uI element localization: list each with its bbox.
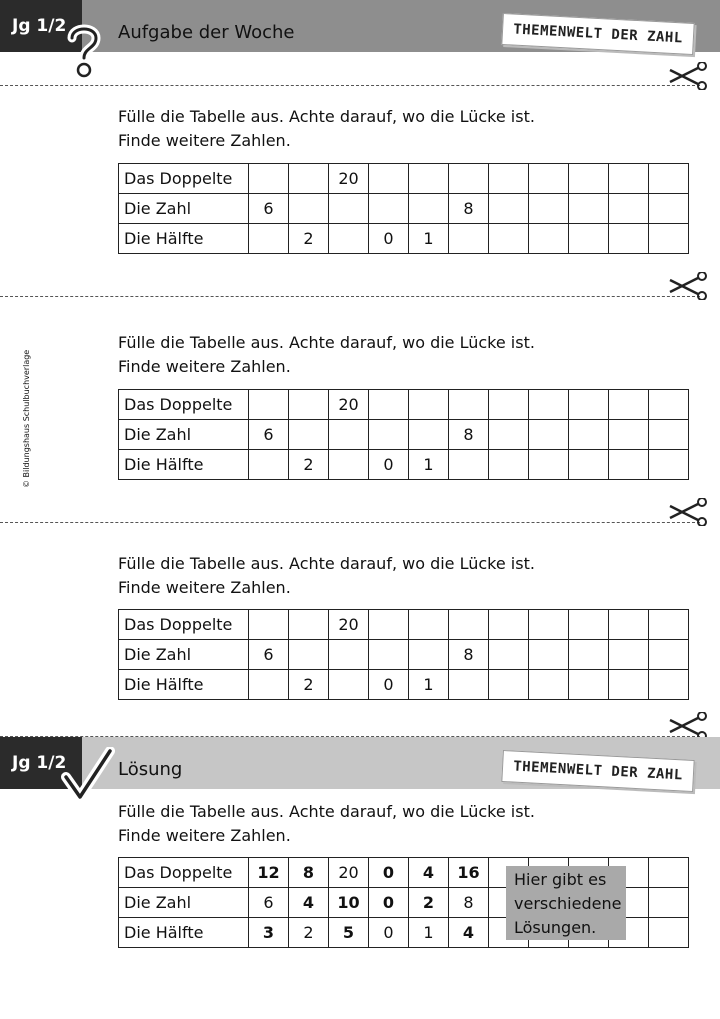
table-cell: [609, 640, 649, 670]
table-cell: [329, 670, 369, 700]
table-cell: [329, 420, 369, 450]
row-label: Die Hälfte: [119, 670, 249, 700]
scissors-icon: [668, 272, 710, 300]
row-label: Das Doppelte: [119, 610, 249, 640]
table-cell: [369, 164, 409, 194]
table-cell: [409, 640, 449, 670]
table-row: [119, 164, 689, 194]
row-label: Die Zahl: [119, 194, 249, 224]
table-cell: 8: [449, 640, 489, 670]
table-cell: [489, 194, 529, 224]
table-row: [119, 420, 689, 450]
table-cell: [649, 390, 689, 420]
table-cell: 0: [369, 450, 409, 480]
table-cell: [249, 164, 289, 194]
table-cell: 0: [369, 224, 409, 254]
instruction-line-1: Fülle die Tabelle aus. Achte darauf, wo die Lücke ist.: [118, 333, 535, 352]
note-line: Lösungen.: [514, 918, 597, 937]
table-cell: 20: [329, 858, 369, 888]
instruction-text: [118, 105, 535, 153]
row-label: Die Zahl: [119, 640, 249, 670]
instruction-text: [118, 552, 535, 600]
table-cell: 4: [289, 888, 329, 918]
row-label: Das Doppelte: [119, 164, 249, 194]
table-cell: [449, 670, 489, 700]
table-cell: [449, 450, 489, 480]
question-mark-icon: [64, 22, 104, 78]
instruction-text: [118, 331, 535, 379]
instruction-text: [118, 800, 535, 848]
instruction-line-1: Fülle die Tabelle aus. Achte darauf, wo die Lücke ist.: [118, 802, 535, 821]
note-line: Hier gibt es: [514, 870, 607, 889]
table-cell: 6: [249, 194, 289, 224]
page-title: Aufgabe der Woche: [118, 22, 295, 43]
solution-header-band: [0, 737, 720, 789]
note-line: verschiedene: [514, 894, 622, 913]
row-label: Das Doppelte: [119, 390, 249, 420]
worksheet-table: [118, 389, 689, 480]
table-cell: [409, 164, 449, 194]
table-cell: [369, 610, 409, 640]
table-cell: [569, 194, 609, 224]
table-cell: 1: [409, 224, 449, 254]
table-cell: [609, 670, 649, 700]
table-cell: [529, 450, 569, 480]
table-cell: 2: [289, 918, 329, 948]
scissors-icon: [668, 712, 710, 740]
table-cell: 0: [369, 888, 409, 918]
table-cell: [569, 640, 609, 670]
table-cell: 5: [329, 918, 369, 948]
table-cell: [289, 390, 329, 420]
table-cell: [609, 450, 649, 480]
worksheet-table: [118, 163, 689, 254]
table-cell: 1: [409, 670, 449, 700]
scissors-icon: [668, 62, 710, 90]
table-cell: [649, 918, 689, 948]
table-cell: [609, 224, 649, 254]
table-cell: [249, 610, 289, 640]
row-label: Die Zahl: [119, 420, 249, 450]
table-cell: [369, 640, 409, 670]
table-cell: [649, 450, 689, 480]
brand-badge: THEMENWELT DER ZAHL: [501, 750, 694, 792]
table-cell: [649, 670, 689, 700]
table-cell: [489, 224, 529, 254]
table-cell: [649, 640, 689, 670]
instruction-line-2: Finde weitere Zahlen.: [118, 578, 291, 597]
table-cell: [289, 610, 329, 640]
table-cell: 6: [249, 640, 289, 670]
instruction-line-1: Fülle die Tabelle aus. Achte darauf, wo die Lücke ist.: [118, 554, 535, 573]
table-cell: [369, 390, 409, 420]
table-cell: [569, 420, 609, 450]
table-cell: [529, 390, 569, 420]
table-cell: [609, 390, 649, 420]
table-cell: 3: [249, 918, 289, 948]
header-band: [0, 0, 720, 52]
table-cell: [289, 640, 329, 670]
table-cell: [649, 858, 689, 888]
solution-note: [506, 866, 626, 940]
row-label: Die Hälfte: [119, 224, 249, 254]
table-cell: 0: [369, 670, 409, 700]
row-label: Die Hälfte: [119, 450, 249, 480]
table-cell: [489, 670, 529, 700]
grade-label: Jg 1/2: [0, 0, 82, 52]
row-label: Die Hälfte: [119, 918, 249, 948]
table-cell: 1: [409, 450, 449, 480]
table-cell: 0: [369, 918, 409, 948]
table-cell: [489, 640, 529, 670]
table-cell: [569, 670, 609, 700]
checkmark-icon: [60, 747, 116, 805]
table-cell: [249, 670, 289, 700]
table-cell: [329, 224, 369, 254]
table-cell: [329, 194, 369, 224]
table-cell: 1: [409, 918, 449, 948]
table-cell: [449, 224, 489, 254]
table-row: [119, 224, 689, 254]
table-cell: [609, 164, 649, 194]
table-cell: 20: [329, 164, 369, 194]
table-cell: 8: [449, 194, 489, 224]
table-cell: [289, 164, 329, 194]
table-cell: 20: [329, 610, 369, 640]
table-cell: 4: [449, 918, 489, 948]
instruction-line-1: Fülle die Tabelle aus. Achte darauf, wo die Lücke ist.: [118, 107, 535, 126]
table-cell: [649, 888, 689, 918]
table-cell: 8: [449, 888, 489, 918]
table-cell: [249, 390, 289, 420]
table-cell: 6: [249, 420, 289, 450]
table-cell: [609, 194, 649, 224]
table-cell: [249, 224, 289, 254]
table-cell: [569, 390, 609, 420]
table-cell: [529, 670, 569, 700]
table-cell: 6: [249, 888, 289, 918]
cut-line: [0, 85, 700, 86]
table-cell: [609, 420, 649, 450]
table-row: [119, 610, 689, 640]
table-cell: 0: [369, 858, 409, 888]
table-cell: [329, 640, 369, 670]
table-cell: 2: [289, 670, 329, 700]
table-cell: [649, 164, 689, 194]
grade-label: Jg 1/2: [0, 737, 82, 789]
row-label: Das Doppelte: [119, 858, 249, 888]
table-cell: 2: [289, 450, 329, 480]
instruction-line-2: Finde weitere Zahlen.: [118, 357, 291, 376]
table-cell: [409, 194, 449, 224]
brand-badge: THEMENWELT DER ZAHL: [501, 13, 694, 55]
solution-title: Lösung: [118, 759, 183, 780]
table-cell: 2: [409, 888, 449, 918]
table-cell: [489, 390, 529, 420]
table-cell: [449, 390, 489, 420]
table-cell: [489, 420, 529, 450]
table-cell: [489, 610, 529, 640]
table-cell: [409, 610, 449, 640]
table-cell: [569, 164, 609, 194]
worksheet-table: [118, 609, 689, 700]
table-cell: [409, 390, 449, 420]
cut-line: [0, 296, 700, 297]
table-cell: [649, 224, 689, 254]
instruction-line-2: Finde weitere Zahlen.: [118, 826, 291, 845]
table-cell: [529, 610, 569, 640]
table-cell: [449, 610, 489, 640]
table-cell: [569, 450, 609, 480]
table-cell: 20: [329, 390, 369, 420]
table-cell: [249, 450, 289, 480]
table-row: [119, 640, 689, 670]
table-row: [119, 670, 689, 700]
copyright-text: © Bildungshaus Schulbuchverlage: [22, 349, 31, 488]
table-cell: [609, 610, 649, 640]
instruction-line-2: Finde weitere Zahlen.: [118, 131, 291, 150]
table-cell: [409, 420, 449, 450]
table-cell: [529, 194, 569, 224]
table-cell: [369, 420, 409, 450]
table-cell: [289, 194, 329, 224]
table-row: [119, 450, 689, 480]
table-cell: [489, 450, 529, 480]
scissors-icon: [668, 498, 710, 526]
table-cell: [649, 610, 689, 640]
table-cell: 8: [449, 420, 489, 450]
table-row: [119, 390, 689, 420]
table-cell: 8: [289, 858, 329, 888]
table-cell: [569, 224, 609, 254]
table-cell: 2: [289, 224, 329, 254]
table-cell: [569, 610, 609, 640]
table-cell: [649, 194, 689, 224]
cut-line: [0, 522, 700, 523]
table-cell: [289, 420, 329, 450]
table-cell: 4: [409, 858, 449, 888]
table-cell: [649, 420, 689, 450]
table-cell: [529, 164, 569, 194]
table-cell: [369, 194, 409, 224]
table-cell: 16: [449, 858, 489, 888]
table-cell: 10: [329, 888, 369, 918]
table-row: [119, 194, 689, 224]
row-label: Die Zahl: [119, 888, 249, 918]
table-cell: [489, 164, 529, 194]
table-cell: [529, 420, 569, 450]
table-cell: [329, 450, 369, 480]
table-cell: [529, 640, 569, 670]
table-cell: [529, 224, 569, 254]
table-cell: 12: [249, 858, 289, 888]
table-cell: [449, 164, 489, 194]
